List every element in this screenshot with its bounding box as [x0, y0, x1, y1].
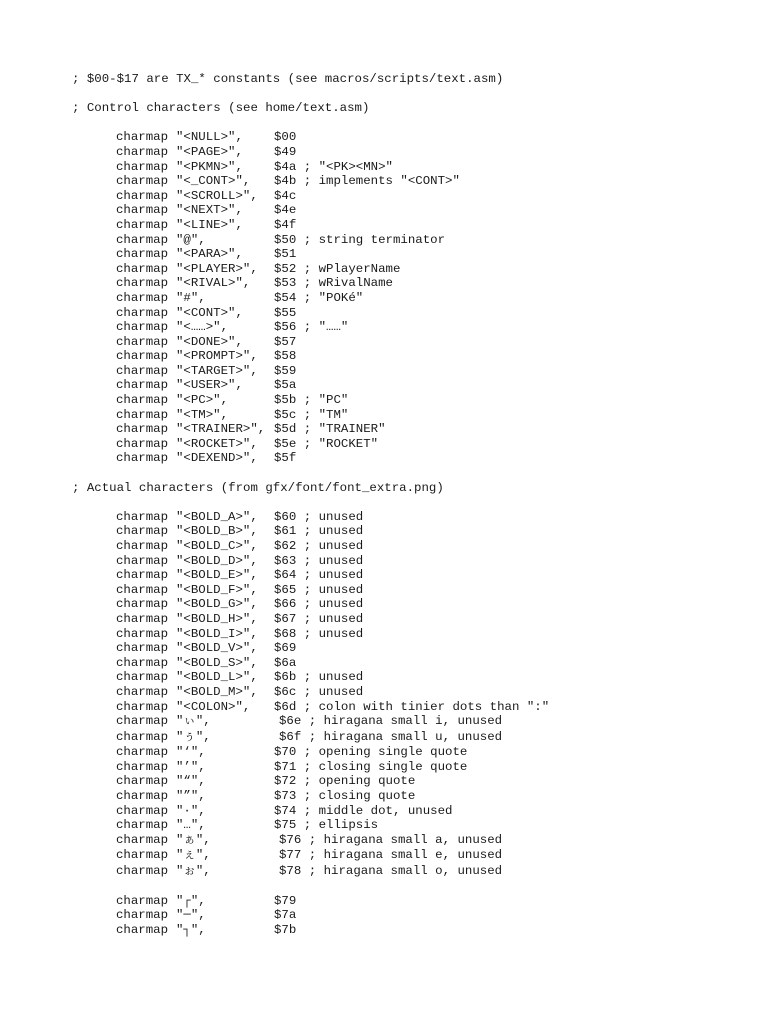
charmap-keyword: charmap — [116, 714, 169, 729]
charmap-line — [72, 700, 752, 715]
charmap-line — [72, 408, 752, 423]
charmap-comment: ; string terminator — [303, 232, 446, 247]
charmap-symbol: "·", — [176, 803, 206, 818]
charmap-comment: ; hiragana small u, unused — [308, 729, 503, 744]
charmap-keyword: charmap — [116, 524, 169, 539]
charmap-line — [72, 568, 752, 583]
charmap-keyword: charmap — [116, 626, 169, 641]
charmap-keyword: charmap — [116, 848, 169, 863]
charmap-hex-value: $67 — [274, 611, 297, 626]
charmap-comment: ; ellipsis — [303, 818, 379, 833]
charmap-comment: ; opening single quote — [303, 745, 468, 760]
charmap-keyword: charmap — [116, 393, 169, 408]
charmap-symbol: "<PROMPT>", — [176, 349, 258, 364]
charmap-keyword: charmap — [116, 670, 169, 685]
charmap-hex-value: $5a — [274, 378, 297, 393]
charmap-hex-value: $74 — [274, 803, 297, 818]
charmap-line — [72, 349, 752, 364]
charmap-hex-value: $51 — [274, 247, 297, 262]
charmap-comment: ; hiragana small i, unused — [308, 714, 503, 729]
charmap-hex-value: $63 — [274, 553, 297, 568]
spacer — [301, 848, 308, 864]
charmap-hex-value: $65 — [274, 582, 297, 597]
charmap-symbol: "┐", — [176, 922, 206, 937]
charmap-symbol: "<ROCKET>", — [176, 436, 258, 451]
charmap-symbol: "<COLON>", — [176, 699, 251, 714]
charmap-comment: ; opening quote — [303, 774, 416, 789]
spacer — [296, 818, 303, 833]
charmap-line — [72, 306, 752, 321]
spacer — [296, 627, 303, 642]
charmap-hex-value: $6d — [274, 699, 297, 714]
charmap-comment: ; hiragana small e, unused — [308, 848, 503, 863]
charmap-line — [72, 745, 752, 760]
charmap-keyword: charmap — [116, 818, 169, 833]
charmap-hex-value: $50 — [274, 232, 297, 247]
charmap-symbol: "‘", — [176, 745, 206, 760]
charmap-line — [72, 174, 752, 189]
charmap-keyword: charmap — [116, 655, 169, 670]
charmap-hex-value: $5e — [274, 436, 297, 451]
charmap-hex-value: $64 — [274, 568, 297, 583]
charmap-keyword: charmap — [116, 803, 169, 818]
charmap-comment: ; unused — [303, 684, 364, 699]
spacer — [296, 745, 303, 760]
charmap-symbol: "─", — [176, 908, 206, 923]
charmap-hex-value: $58 — [274, 349, 297, 364]
charmap-symbol: "<DEXEND>", — [176, 451, 258, 466]
charmap-symbol: "<BOLD_C>", — [176, 539, 258, 553]
charmap-hex-value: $69 — [274, 641, 297, 656]
charmap-keyword: charmap — [116, 582, 169, 597]
charmap-symbol: "<SCROLL>", — [176, 188, 258, 203]
charmap-comment: ; unused — [303, 568, 364, 583]
spacer — [296, 804, 303, 819]
spacer — [296, 408, 303, 423]
charmap-symbol: "<LINE>", — [176, 217, 243, 232]
charmap-keyword: charmap — [116, 305, 169, 320]
charmap-keyword: charmap — [116, 539, 169, 553]
charmap-symbol: "@", — [176, 232, 206, 247]
spacer — [296, 174, 303, 189]
charmap-symbol: "<BOLD_E>", — [176, 568, 258, 583]
spacer — [296, 276, 303, 291]
charmap-line — [72, 641, 752, 656]
charmap-hex-value: $6a — [274, 655, 297, 670]
box-characters-block — [72, 894, 752, 938]
charmap-hex-value: $77 — [279, 848, 302, 863]
blank-line — [72, 495, 752, 510]
charmap-hex-value: $4e — [274, 203, 297, 218]
charmap-hex-value: $59 — [274, 363, 297, 378]
charmap-line — [72, 378, 752, 393]
charmap-keyword: charmap — [116, 568, 169, 583]
charmap-comment: ; unused — [303, 670, 364, 685]
charmap-keyword: charmap — [116, 908, 169, 923]
spacer — [296, 422, 303, 437]
charmap-symbol: "<BOLD_D>", — [176, 553, 258, 568]
charmap-hex-value: $75 — [274, 818, 297, 833]
charmap-hex-value: $54 — [274, 290, 297, 305]
charmap-symbol: "ぉ", — [176, 863, 211, 878]
charmap-keyword: charmap — [116, 684, 169, 699]
charmap-symbol: "<BOLD_I>", — [176, 626, 258, 641]
charmap-line — [72, 730, 752, 746]
charmap-keyword: charmap — [116, 130, 169, 145]
charmap-symbol: "”", — [176, 788, 206, 803]
spacer — [296, 510, 303, 525]
charmap-line — [72, 437, 752, 452]
charmap-symbol: "<_CONT>", — [176, 174, 251, 189]
charmap-hex-value: $76 — [279, 832, 302, 847]
charmap-keyword: charmap — [116, 407, 169, 422]
charmap-hex-value: $6e — [279, 714, 302, 729]
charmap-symbol: "<BOLD_H>", — [176, 611, 258, 626]
charmap-line — [72, 451, 752, 466]
charmap-hex-value: $56 — [274, 320, 297, 335]
charmap-comment: ; "ROCKET" — [303, 436, 379, 451]
charmap-keyword: charmap — [116, 261, 169, 276]
charmap-symbol: "<BOLD_G>", — [176, 597, 258, 612]
blank-line — [72, 87, 752, 102]
charmap-line — [72, 233, 752, 248]
charmap-hex-value: $7a — [274, 908, 297, 923]
charmap-symbol: "<BOLD_F>", — [176, 582, 258, 597]
charmap-hex-value: $78 — [279, 863, 302, 878]
charmap-keyword: charmap — [116, 788, 169, 803]
spacer — [296, 700, 303, 715]
charmap-comment: ; "POKé" — [303, 290, 364, 305]
charmap-symbol: "<TRAINER>", — [176, 422, 266, 437]
charmap-line — [72, 291, 752, 306]
charmap-keyword: charmap — [116, 159, 169, 174]
charmap-line — [72, 627, 752, 642]
charmap-keyword: charmap — [116, 290, 169, 305]
charmap-symbol: "<BOLD_S>", — [176, 655, 258, 670]
charmap-keyword: charmap — [116, 922, 169, 937]
charmap-hex-value: $4f — [274, 217, 297, 232]
charmap-line — [72, 789, 752, 804]
charmap-comment: ; colon with tinier dots than ":" — [303, 699, 550, 714]
header-comment-actual-characters: ; Actual characters (from gfx/font/font_extra.png) — [72, 480, 444, 495]
charmap-keyword: charmap — [116, 611, 169, 626]
charmap-symbol: "<TARGET>", — [176, 363, 258, 378]
charmap-hex-value: $60 — [274, 509, 297, 524]
charmap-line — [72, 276, 752, 291]
charmap-symbol: "<BOLD_M>", — [176, 684, 258, 699]
charmap-line — [72, 848, 752, 864]
charmap-hex-value: $6c — [274, 684, 297, 699]
charmap-comment: ; "TM" — [303, 407, 349, 422]
charmap-keyword: charmap — [116, 203, 169, 218]
charmap-keyword: charmap — [116, 597, 169, 612]
spacer — [296, 554, 303, 569]
charmap-line — [72, 908, 752, 923]
charmap-hex-value: $73 — [274, 788, 297, 803]
charmap-keyword: charmap — [116, 436, 169, 451]
charmap-line — [72, 218, 752, 233]
charmap-comment: ; unused — [303, 524, 364, 539]
charmap-symbol: "<BOLD_L>", — [176, 670, 258, 685]
charmap-line — [72, 612, 752, 627]
charmap-symbol: "<PKMN>", — [176, 159, 243, 174]
spacer — [296, 774, 303, 789]
charmap-hex-value: $52 — [274, 261, 297, 276]
charmap-keyword: charmap — [116, 699, 169, 714]
charmap-symbol: "“", — [176, 774, 206, 789]
charmap-hex-value: $5d — [274, 422, 297, 437]
spacer — [301, 864, 308, 880]
spacer — [296, 670, 303, 685]
charmap-symbol: "ぇ", — [176, 848, 211, 863]
charmap-keyword: charmap — [116, 363, 169, 378]
charmap-symbol: "<CONT>", — [176, 305, 243, 320]
charmap-comment: ; hiragana small a, unused — [308, 832, 503, 847]
charmap-keyword: charmap — [116, 509, 169, 524]
charmap-keyword: charmap — [116, 188, 169, 203]
charmap-keyword: charmap — [116, 641, 169, 656]
charmap-symbol: "<BOLD_A>", — [176, 509, 258, 524]
spacer — [296, 539, 303, 554]
charmap-line — [72, 774, 752, 789]
charmap-symbol: "#", — [176, 290, 206, 305]
charmap-hex-value: $7b — [274, 922, 297, 937]
header-comment-control-characters: ; Control characters (see home/text.asm) — [72, 101, 370, 116]
charmap-keyword: charmap — [116, 334, 169, 349]
charmap-line — [72, 597, 752, 612]
charmap-comment: ; "<PK><MN>" — [303, 159, 393, 174]
charmap-line — [72, 160, 752, 175]
charmap-line — [72, 262, 752, 277]
charmap-line — [72, 833, 752, 849]
charmap-hex-value: $57 — [274, 334, 297, 349]
charmap-symbol: "<TM>", — [176, 407, 229, 422]
charmap-hex-value: $6b — [274, 670, 297, 685]
charmap-comment: ; closing single quote — [303, 759, 468, 774]
charmap-line — [72, 145, 752, 160]
charmap-line — [72, 335, 752, 350]
charmap-keyword: charmap — [116, 774, 169, 789]
charmap-keyword: charmap — [116, 893, 169, 908]
charmap-hex-value: $00 — [274, 130, 297, 145]
spacer — [301, 833, 308, 849]
charmap-symbol: "┌", — [176, 893, 206, 908]
charmap-keyword: charmap — [116, 863, 169, 878]
charmap-line — [72, 804, 752, 819]
charmap-comment: ; middle dot, unused — [303, 803, 453, 818]
spacer — [296, 612, 303, 627]
charmap-hex-value: $5c — [274, 407, 297, 422]
blank-line — [72, 116, 752, 131]
charmap-hex-value: $62 — [274, 539, 297, 553]
charmap-hex-value: $6f — [279, 729, 302, 744]
charmap-line — [72, 510, 752, 525]
charmap-line — [72, 583, 752, 598]
charmap-line — [72, 320, 752, 335]
charmap-keyword: charmap — [116, 832, 169, 847]
charmap-line — [72, 524, 752, 539]
charmap-comment: ; unused — [303, 597, 364, 612]
charmap-symbol: "<PARA>", — [176, 247, 243, 262]
charmap-comment: ; unused — [303, 626, 364, 641]
charmap-hex-value: $5b — [274, 393, 297, 408]
control-characters-block — [72, 130, 752, 466]
charmap-comment: ; closing quote — [303, 788, 416, 803]
spacer — [296, 262, 303, 277]
blank-line — [72, 879, 752, 894]
actual-characters-block — [72, 510, 752, 879]
charmap-hex-value: $4a — [274, 159, 297, 174]
charmap-line — [72, 130, 752, 145]
spacer — [296, 789, 303, 804]
charmap-line — [72, 685, 752, 700]
charmap-hex-value: $53 — [274, 276, 297, 291]
charmap-hex-value: $61 — [274, 524, 297, 539]
spacer — [296, 568, 303, 583]
charmap-line — [72, 203, 752, 218]
charmap-keyword: charmap — [116, 759, 169, 774]
charmap-hex-value: $70 — [274, 745, 297, 760]
charmap-line — [72, 247, 752, 262]
charmap-comment: ; wRivalName — [303, 276, 393, 291]
spacer — [296, 320, 303, 335]
charmap-line — [72, 539, 752, 554]
charmap-keyword: charmap — [116, 320, 169, 335]
charmap-keyword: charmap — [116, 378, 169, 393]
charmap-line — [72, 864, 752, 880]
charmap-comment: ; hiragana small o, unused — [308, 863, 503, 878]
charmap-hex-value: $55 — [274, 305, 297, 320]
charmap-comment: ; "……" — [303, 320, 349, 335]
charmap-hex-value: $68 — [274, 626, 297, 641]
spacer — [296, 291, 303, 306]
charmap-comment: ; unused — [303, 509, 364, 524]
charmap-symbol: "<USER>", — [176, 378, 243, 393]
charmap-line — [72, 670, 752, 685]
charmap-symbol: "<DONE>", — [176, 334, 243, 349]
charmap-symbol: "<PAGE>", — [176, 144, 243, 159]
charmap-comment: ; unused — [303, 539, 364, 553]
charmap-comment: ; implements "<CONT>" — [303, 174, 460, 189]
charmap-line — [72, 923, 752, 938]
charmap-symbol: "ぅ", — [176, 729, 211, 744]
charmap-comment: ; unused — [303, 611, 364, 626]
charmap-keyword: charmap — [116, 349, 169, 364]
blank-line — [72, 466, 752, 481]
charmap-line — [72, 554, 752, 569]
charmap-symbol: "<NEXT>", — [176, 203, 243, 218]
charmap-keyword: charmap — [116, 553, 169, 568]
charmap-hex-value: $79 — [274, 893, 297, 908]
spacer — [296, 233, 303, 248]
charmap-symbol: "ぃ", — [176, 714, 211, 729]
charmap-symbol: "<RIVAL>", — [176, 276, 251, 291]
charmap-line — [72, 818, 752, 833]
header-comment-tx-constants: ; $00-$17 are TX_* constants (see macros/scripts/text.asm) — [72, 72, 504, 86]
charmap-hex-value: $4c — [274, 188, 297, 203]
spacer — [296, 597, 303, 612]
charmap-symbol: "<NULL>", — [176, 130, 243, 145]
spacer — [296, 160, 303, 175]
spacer — [301, 730, 308, 746]
charmap-hex-value: $49 — [274, 144, 297, 159]
spacer — [296, 760, 303, 775]
charmap-line — [72, 714, 752, 730]
charmap-hex-value: $66 — [274, 597, 297, 612]
charmap-line — [72, 760, 752, 775]
charmap-keyword: charmap — [116, 276, 169, 291]
charmap-comment: ; unused — [303, 553, 364, 568]
charmap-hex-value: $71 — [274, 759, 297, 774]
spacer — [296, 583, 303, 598]
charmap-keyword: charmap — [116, 217, 169, 232]
charmap-line — [72, 656, 752, 671]
charmap-hex-value: $4b — [274, 174, 297, 189]
spacer — [301, 714, 308, 730]
charmap-comment: ; unused — [303, 582, 364, 597]
charmap-symbol: "<BOLD_V>", — [176, 641, 258, 656]
charmap-hex-value: $72 — [274, 774, 297, 789]
charmap-hex-value: $5f — [274, 451, 297, 466]
charmap-keyword: charmap — [116, 422, 169, 437]
charmap-symbol: "’", — [176, 759, 206, 774]
charmap-comment: ; "PC" — [303, 393, 349, 408]
charmap-symbol: "<……>", — [176, 320, 229, 335]
charmap-line — [72, 393, 752, 408]
charmap-symbol: "…", — [176, 818, 206, 833]
charmap-symbol: "<PLAYER>", — [176, 261, 258, 276]
source-document — [72, 72, 752, 938]
spacer — [296, 437, 303, 452]
charmap-line — [72, 364, 752, 379]
spacer — [296, 393, 303, 408]
charmap-keyword: charmap — [116, 174, 169, 189]
spacer — [296, 685, 303, 700]
charmap-keyword: charmap — [116, 232, 169, 247]
charmap-line — [72, 189, 752, 204]
charmap-keyword: charmap — [116, 144, 169, 159]
charmap-symbol: "<BOLD_B>", — [176, 524, 258, 539]
charmap-line — [72, 894, 752, 909]
spacer — [296, 524, 303, 539]
charmap-line — [72, 422, 752, 437]
charmap-comment: ; wPlayerName — [303, 261, 401, 276]
charmap-keyword: charmap — [116, 745, 169, 760]
charmap-comment: ; "TRAINER" — [303, 422, 386, 437]
charmap-keyword: charmap — [116, 729, 169, 744]
charmap-symbol: "ぁ", — [176, 832, 211, 847]
charmap-keyword: charmap — [116, 247, 169, 262]
charmap-keyword: charmap — [116, 451, 169, 466]
charmap-symbol: "<PC>", — [176, 393, 229, 408]
